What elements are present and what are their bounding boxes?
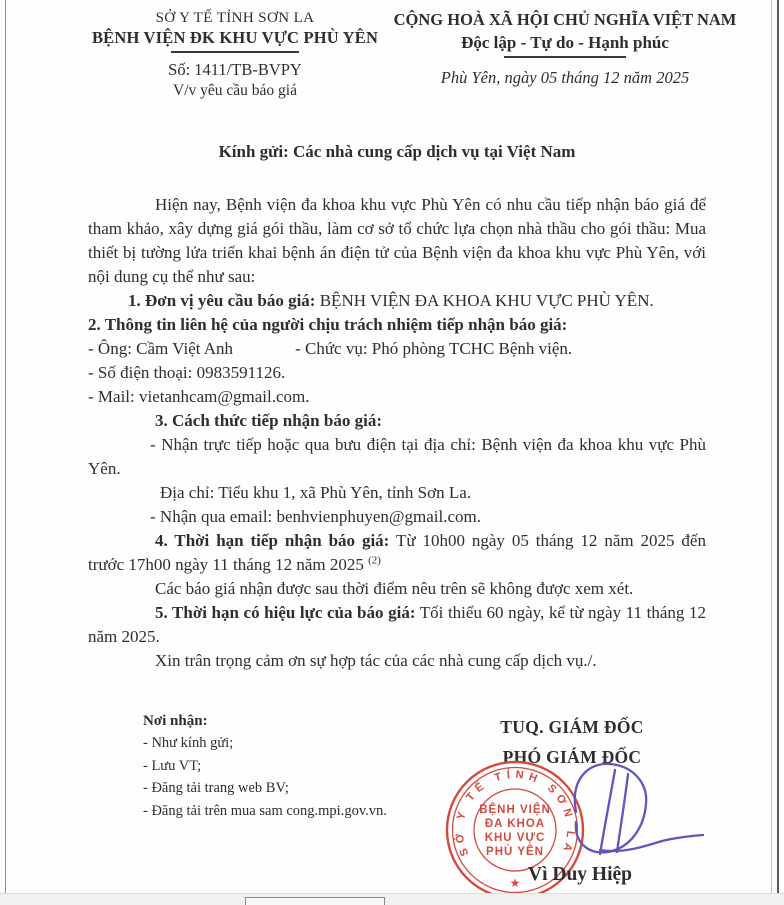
letter-body (88, 193, 706, 673)
item-3-line1: - Nhận trực tiếp hoặc qua bưu điện tại địa chỉ: Bệnh viện đa khoa khu vực Phù Yên. (88, 435, 706, 478)
organization-name: BỆNH VIỆN ĐK KHU VỰC PHÙ YÊN (91, 28, 379, 47)
item-3-email: - Nhận qua email: benhvienphuyen@gmail.com. (150, 507, 482, 526)
dateline: Phù Yên, ngày 05 tháng 12 năm 2025 (440, 67, 690, 87)
intro-paragraph: Hiện nay, Bệnh viện đa khoa khu vực Phù Yên có nhu cầu tiếp nhận báo giá để tham khảo, xây dựng giá gói thầu, làm cơ sở tổ chức lựa chọn nhà thầu cho gói thầu: Mua thiết bị tường lửa triển khai bệnh án điện tử của Bệnh viện đa khoa khu vực Phù Yên, với nội dung cụ thể như sau: (88, 195, 706, 286)
item-4-lead: 4. Thời hạn tiếp nhận báo giá: (155, 531, 390, 550)
item-4-text: Từ 10h00 ngày 05 tháng 12 năm 2025 đến trước 17h00 ngày 11 tháng 12 năm 2025 (88, 531, 706, 574)
stamp-ring-text: SỞ Y TẾ TỈNH SƠN LA (453, 768, 577, 858)
item-4-deadline (88, 529, 706, 577)
document-number: Số: 1411/TB-BVPY (168, 59, 302, 79)
page-edge-right-inner (777, 0, 779, 893)
scrollbar-thumb[interactable] (245, 897, 385, 905)
signature-stroke (617, 774, 628, 852)
recipients-title: Nơi nhận: (143, 713, 208, 729)
header-left-block (55, 10, 415, 100)
closing-paragraph: Xin trân trọng cảm ơn sự hợp tác của các nhà cung cấp dịch vụ./. (155, 651, 597, 670)
page-edge-right-outer (771, 0, 772, 893)
item-1-lead: 1. Đơn vị yêu cầu báo giá: (128, 291, 316, 310)
stamp-star-icon: ★ (509, 876, 521, 890)
national-motto-line2: Độc lập - Tự do - Hạnh phúc (461, 33, 669, 52)
stamp-center-line: BỆNH VIỆN (479, 804, 551, 816)
recipient-line: - Đăng tải trên mua sam cong.mpi.gov.vn. (143, 802, 387, 819)
recipient-line: - Lưu VT; (143, 757, 202, 774)
item-5-text: Tối thiểu 60 ngày, kể từ ngày 11 tháng 12 năm 2025. (88, 603, 706, 646)
item-1-text: BỆNH VIỆN ĐA KHOA KHU VỰC PHÙ YÊN. (319, 291, 654, 310)
recipient-line: - Như kính gửi; (143, 735, 234, 752)
item-5-validity (88, 601, 706, 649)
contact-name: - Ông: Cầm Việt Anh (88, 339, 234, 358)
header-left-rule (171, 51, 299, 53)
horizontal-scrollbar[interactable] (0, 893, 784, 905)
signer-name: Vì Duy Hiệp (527, 864, 632, 885)
item-3-address: Địa chỉ: Tiểu khu 1, xã Phù Yên, tỉnh Sơn La. (160, 483, 472, 502)
header-right-rule (504, 56, 626, 58)
item-4-note: Các báo giá nhận được sau thời điểm nêu trên sẽ không được xem xét. (155, 579, 634, 598)
recipient-line: - Đăng tải trang web BV; (143, 780, 289, 797)
item-2-heading: 2. Thông tin liên hệ của người chịu trách nhiệm tiếp nhận báo giá: (88, 315, 568, 334)
contact-title: - Chức vụ: Phó phòng TCHC Bệnh viện. (295, 339, 573, 358)
item-5-lead: 5. Thời hạn có hiệu lực của báo giá: (155, 603, 416, 622)
signer-role-2: PHÓ GIÁM ĐỐC (502, 747, 642, 767)
stamp-center-line: ĐA KHOA (484, 818, 546, 830)
signature-tail (600, 835, 703, 851)
contact-mail: - Mail: vietanhcam@gmail.com. (88, 387, 310, 406)
signer-role-1: TUQ. GIÁM ĐỐC (500, 717, 644, 737)
item-3-heading: 3. Cách thức tiếp nhận báo giá: (155, 411, 382, 430)
signature-loop (575, 764, 646, 853)
signature-scribble (530, 752, 715, 867)
salutation-line: Kính gửi: Các nhà cung cấp dịch vụ tại Việt Nam (218, 142, 576, 161)
item-4-footnote-ref: (2) (368, 554, 381, 567)
national-motto-line1: CỘNG HOÀ XÃ HỘI CHỦ NGHĨA VIỆT NAM (393, 10, 737, 29)
header-right-block (385, 10, 745, 88)
page-edge-left (5, 0, 6, 893)
contact-phone: - Số điện thoại: 0983591126. (88, 363, 286, 382)
signature-stroke (600, 770, 615, 854)
stamp-center-line: PHÙ YÊN (486, 846, 544, 858)
item-2-contact-line (88, 337, 706, 361)
recipients-block (143, 710, 387, 822)
document-subject: V/v yêu cầu báo giá (173, 81, 297, 99)
department-name: SỞ Y TẾ TỈNH SƠN LA (155, 10, 315, 26)
stamp-center-line: KHU VỰC (484, 832, 546, 844)
item-1-requesting-unit (88, 289, 706, 313)
